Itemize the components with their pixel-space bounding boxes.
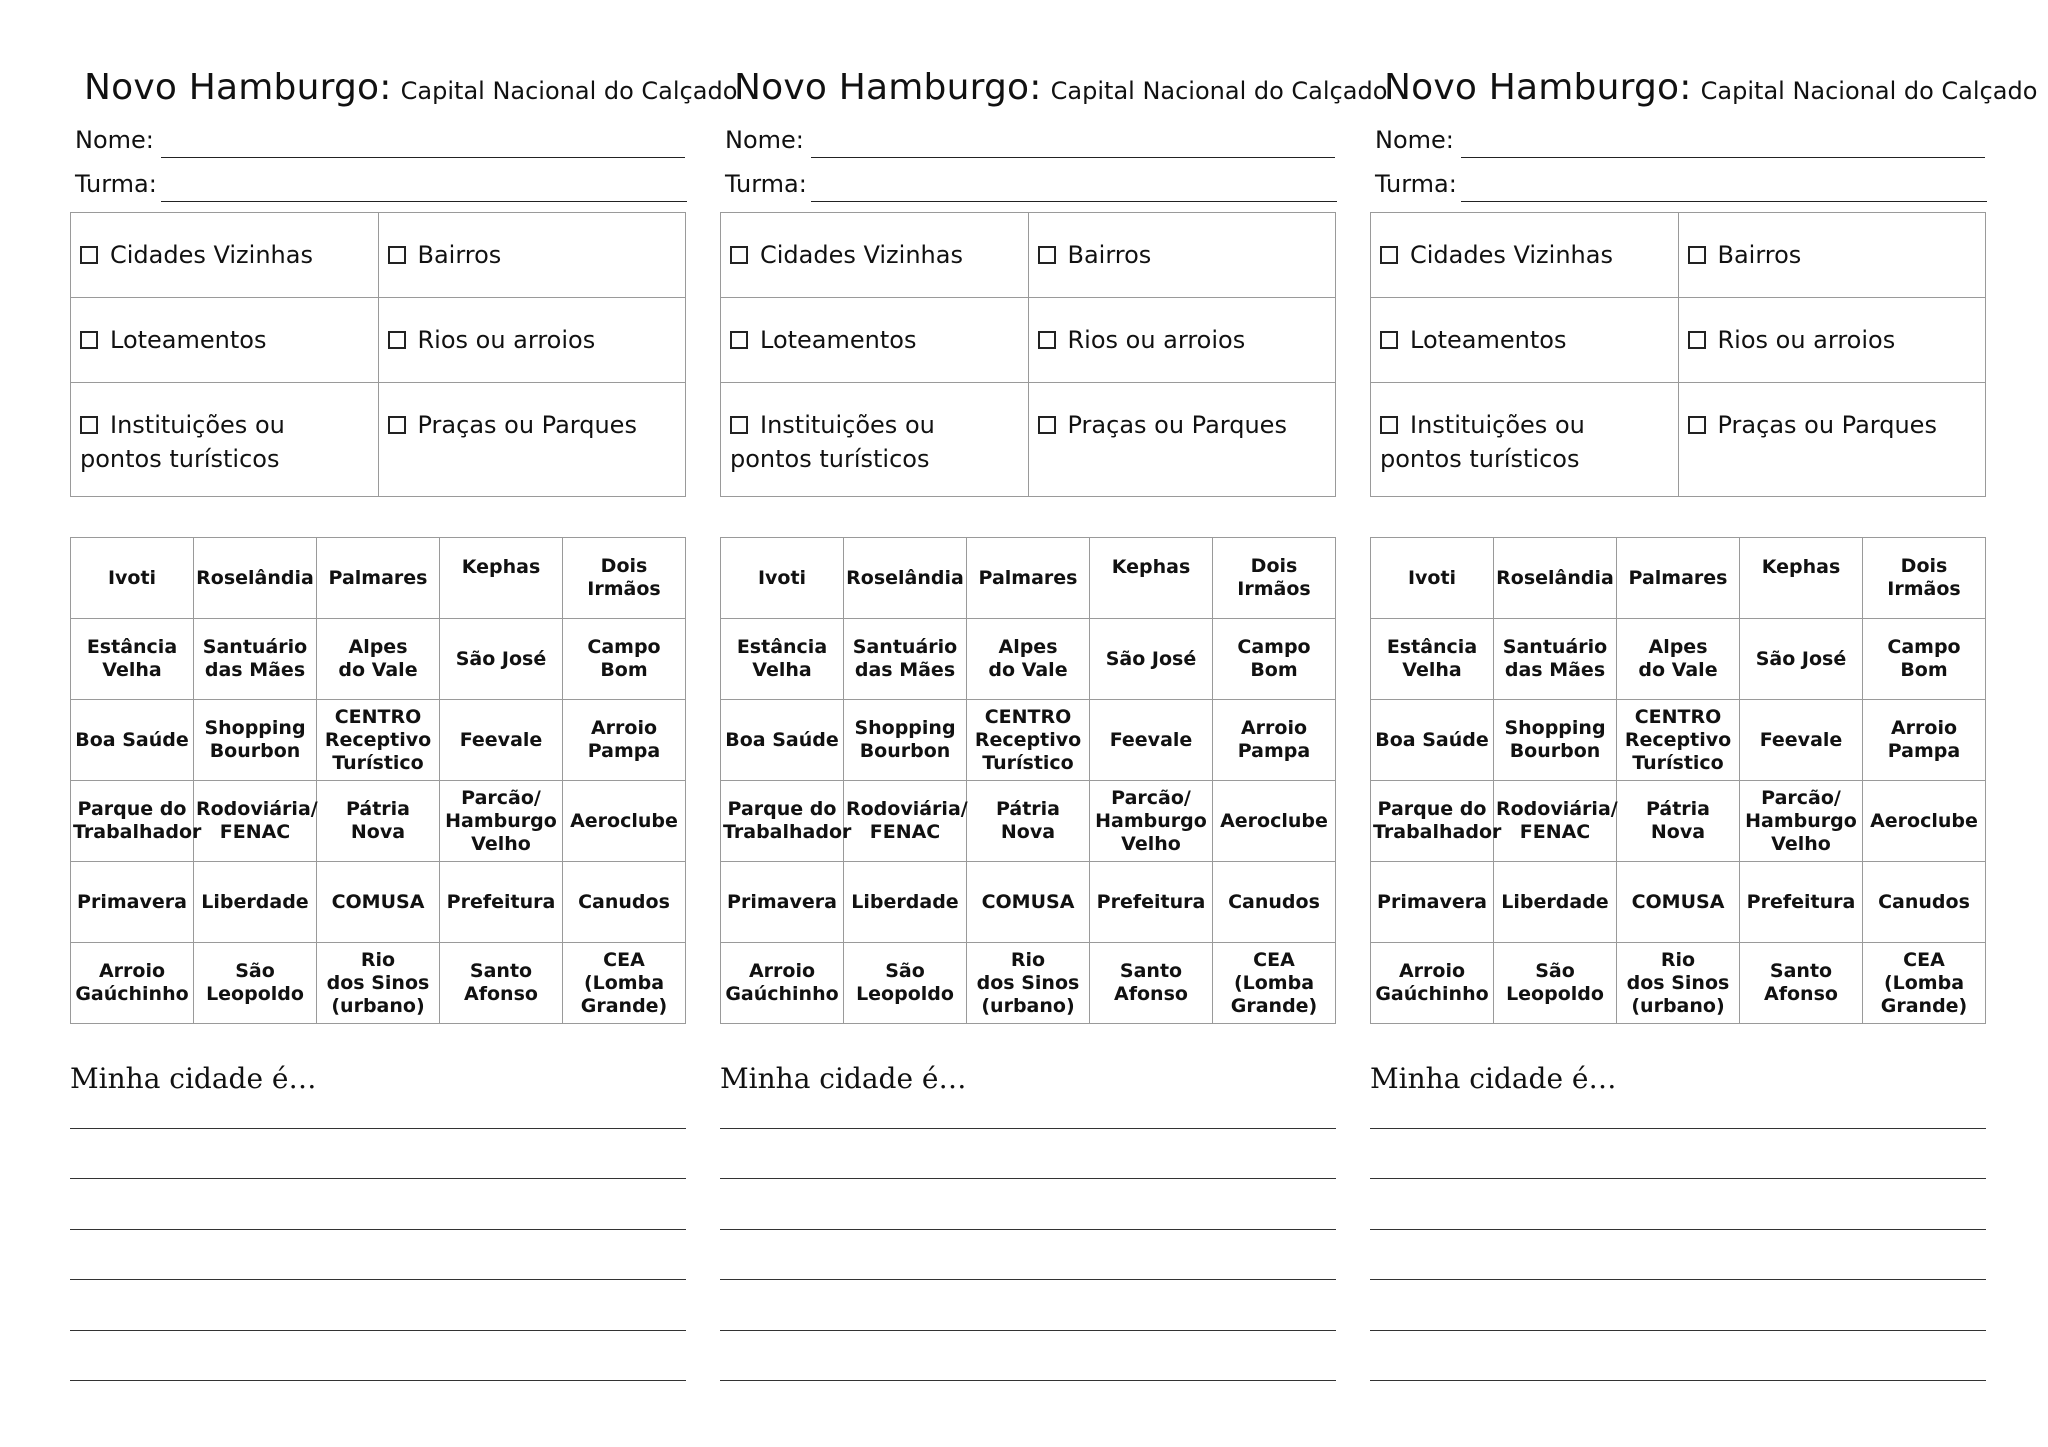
bingo-cell[interactable]: Ivoti (71, 538, 194, 619)
bingo-cell[interactable]: São Leopoldo (844, 943, 967, 1024)
worksheet-2 (719, 0, 1388, 1447)
bingo-cell[interactable]: Pátria Nova (1617, 781, 1740, 862)
bingo-cell[interactable]: Feevale (1740, 700, 1863, 781)
bingo-cell[interactable]: Shopping Bourbon (844, 700, 967, 781)
category-checklist (720, 212, 1336, 497)
category-cell[interactable] (1371, 298, 1679, 383)
category-cell[interactable] (378, 298, 686, 383)
writing-line[interactable] (1370, 1128, 1986, 1129)
writing-line[interactable] (1370, 1380, 1986, 1381)
title-main: Novo Hamburgo: (1384, 67, 1692, 108)
checkbox-icon[interactable] (80, 331, 98, 349)
name-field[interactable] (1375, 128, 1454, 152)
bingo-cell[interactable]: Estância Velha (721, 619, 844, 700)
bingo-cell[interactable]: Kephas (440, 538, 563, 619)
worksheet-title (1384, 67, 2038, 108)
bingo-cell[interactable]: Roselândia (194, 538, 317, 619)
checkbox-icon[interactable] (1688, 246, 1706, 264)
category-cell[interactable] (1028, 298, 1336, 383)
bingo-cell[interactable]: Santuário das Mães (1494, 619, 1617, 700)
bingo-cell[interactable]: Arroio Gaúchinho (71, 943, 194, 1024)
checkbox-icon[interactable] (1038, 246, 1056, 264)
bingo-cell[interactable]: Dois Irmãos (563, 538, 686, 619)
bingo-cell[interactable]: Rio dos Sinos (urbano) (1617, 943, 1740, 1024)
category-label: Rios ou arroios (1717, 326, 1896, 354)
category-cell[interactable] (721, 213, 1029, 298)
checkbox-icon[interactable] (730, 246, 748, 264)
writing-line[interactable] (70, 1128, 686, 1129)
checkbox-icon[interactable] (730, 331, 748, 349)
name-line (1461, 157, 1985, 158)
checkbox-icon[interactable] (1038, 416, 1056, 434)
bingo-cell[interactable]: CEA (Lomba Grande) (563, 943, 686, 1024)
checkbox-icon[interactable] (1688, 331, 1706, 349)
category-label: Bairros (1067, 241, 1152, 269)
writing-line[interactable] (720, 1380, 1336, 1381)
bingo-cell[interactable]: Santo Afonso (440, 943, 563, 1024)
bingo-cell[interactable]: Aeroclube (1213, 781, 1336, 862)
category-label: Rios ou arroios (417, 326, 596, 354)
bingo-cell[interactable]: COMUSA (967, 862, 1090, 943)
bingo-cell[interactable]: Shopping Bourbon (194, 700, 317, 781)
worksheet-title (734, 67, 1388, 108)
category-label: Loteamentos (110, 326, 267, 354)
bingo-cell[interactable]: Parcão/ Hamburgo Velho (1090, 781, 1213, 862)
category-label: Cidades Vizinhas (760, 241, 963, 269)
bingo-cell[interactable]: Aeroclube (1863, 781, 1986, 862)
bingo-cell[interactable]: CEA (Lomba Grande) (1213, 943, 1336, 1024)
bingo-cell[interactable]: São Leopoldo (1494, 943, 1617, 1024)
bingo-cell[interactable]: Alpes do Vale (967, 619, 1090, 700)
writing-line[interactable] (70, 1330, 686, 1331)
bingo-cell[interactable]: São José (1740, 619, 1863, 700)
bingo-cell[interactable]: Feevale (440, 700, 563, 781)
worksheet-title (84, 67, 738, 108)
bingo-cell[interactable]: Arroio Gaúchinho (1371, 943, 1494, 1024)
bingo-cell[interactable]: Arroio Pampa (563, 700, 686, 781)
category-cell[interactable] (1371, 213, 1679, 298)
writing-line[interactable] (720, 1279, 1336, 1280)
bingo-cell[interactable]: Rio dos Sinos (urbano) (967, 943, 1090, 1024)
bingo-cell[interactable]: Liberdade (844, 862, 967, 943)
bingo-cell[interactable]: Santo Afonso (1740, 943, 1863, 1024)
bingo-cell[interactable]: CENTRO Receptivo Turístico (317, 700, 440, 781)
checkbox-icon[interactable] (80, 246, 98, 264)
checkbox-icon[interactable] (388, 331, 406, 349)
bingo-grid (70, 537, 686, 1024)
bingo-cell[interactable]: Estância Velha (71, 619, 194, 700)
bingo-cell[interactable]: Parcão/ Hamburgo Velho (440, 781, 563, 862)
bingo-cell[interactable]: Ivoti (721, 538, 844, 619)
checkbox-icon[interactable] (1038, 331, 1056, 349)
bingo-cell[interactable]: COMUSA (1617, 862, 1740, 943)
bingo-cell[interactable]: Aeroclube (563, 781, 686, 862)
writing-line[interactable] (1370, 1229, 1986, 1230)
title-subtitle: Capital Nacional do Calçado (400, 77, 738, 105)
bingo-cell[interactable]: Primavera (71, 862, 194, 943)
category-label: Instituições ou pontos turísticos (1380, 411, 1585, 473)
class-line (1461, 201, 1987, 202)
class-line (811, 201, 1337, 202)
category-label: Loteamentos (1410, 326, 1567, 354)
writing-prompt: Minha cidade é… (720, 1062, 967, 1095)
class-field[interactable] (725, 172, 807, 196)
category-label: Cidades Vizinhas (110, 241, 313, 269)
bingo-cell[interactable]: Pátria Nova (967, 781, 1090, 862)
worksheet-3 (1369, 0, 2038, 1447)
category-label: Bairros (417, 241, 502, 269)
bingo-cell[interactable]: Kephas (1090, 538, 1213, 619)
writing-prompt: Minha cidade é… (1370, 1062, 1617, 1095)
bingo-cell[interactable]: Palmares (1617, 538, 1740, 619)
bingo-cell[interactable]: CEA (Lomba Grande) (1863, 943, 1986, 1024)
category-cell[interactable] (71, 298, 379, 383)
checkbox-icon[interactable] (1380, 416, 1398, 434)
writing-line[interactable] (70, 1229, 686, 1230)
name-field[interactable] (725, 128, 804, 152)
category-cell[interactable] (378, 383, 686, 497)
class-field[interactable] (1375, 172, 1457, 196)
bingo-cell[interactable]: Feevale (1090, 700, 1213, 781)
writing-line[interactable] (720, 1330, 1336, 1331)
bingo-cell[interactable]: Arroio Gaúchinho (721, 943, 844, 1024)
category-checklist (1370, 212, 1986, 497)
category-cell[interactable] (71, 383, 379, 497)
checkbox-icon[interactable] (80, 416, 98, 434)
category-cell[interactable] (1678, 213, 1986, 298)
writing-line[interactable] (720, 1178, 1336, 1179)
writing-line[interactable] (70, 1380, 686, 1381)
bingo-cell[interactable]: Liberdade (194, 862, 317, 943)
category-cell[interactable] (1678, 298, 1986, 383)
category-cell[interactable] (1678, 383, 1986, 497)
bingo-cell[interactable]: Alpes do Vale (317, 619, 440, 700)
bingo-cell[interactable]: Canudos (1213, 862, 1336, 943)
category-cell[interactable] (1028, 213, 1336, 298)
bingo-cell[interactable]: CENTRO Receptivo Turístico (967, 700, 1090, 781)
category-cell[interactable] (1371, 383, 1679, 497)
writing-line[interactable] (1370, 1279, 1986, 1280)
bingo-cell[interactable]: Santuário das Mães (194, 619, 317, 700)
bingo-cell[interactable]: Pátria Nova (317, 781, 440, 862)
bingo-cell[interactable]: Kephas (1740, 538, 1863, 619)
name-line (161, 157, 685, 158)
name-line (811, 157, 1335, 158)
category-checklist (70, 212, 686, 497)
bingo-cell[interactable]: Campo Bom (563, 619, 686, 700)
class-label: Turma: (1375, 170, 1457, 198)
checkbox-icon[interactable] (388, 246, 406, 264)
bingo-cell[interactable]: Rodoviária/ FENAC (844, 781, 967, 862)
bingo-cell[interactable]: Palmares (317, 538, 440, 619)
worksheet-1 (69, 0, 738, 1447)
bingo-cell[interactable]: Dois Irmãos (1863, 538, 1986, 619)
category-cell[interactable] (721, 383, 1029, 497)
bingo-cell[interactable]: Roselândia (1494, 538, 1617, 619)
bingo-cell[interactable]: Campo Bom (1213, 619, 1336, 700)
category-label: Praças ou Parques (417, 411, 637, 439)
checkbox-icon[interactable] (730, 416, 748, 434)
bingo-cell[interactable]: Estância Velha (1371, 619, 1494, 700)
bingo-cell[interactable]: Rodoviária/ FENAC (1494, 781, 1617, 862)
bingo-cell[interactable]: Campo Bom (1863, 619, 1986, 700)
bingo-cell[interactable]: Boa Saúde (1371, 700, 1494, 781)
bingo-cell[interactable]: COMUSA (317, 862, 440, 943)
checkbox-icon[interactable] (1380, 331, 1398, 349)
bingo-cell[interactable]: Palmares (967, 538, 1090, 619)
bingo-cell[interactable]: Arroio Pampa (1213, 700, 1336, 781)
category-label: Bairros (1717, 241, 1802, 269)
bingo-cell[interactable]: CENTRO Receptivo Turístico (1617, 700, 1740, 781)
bingo-cell[interactable]: Prefeitura (440, 862, 563, 943)
writing-line[interactable] (70, 1178, 686, 1179)
writing-line[interactable] (70, 1279, 686, 1280)
bingo-cell[interactable]: Primavera (1371, 862, 1494, 943)
category-cell[interactable] (378, 213, 686, 298)
bingo-cell[interactable]: Rio dos Sinos (urbano) (317, 943, 440, 1024)
name-label: Nome: (1375, 126, 1454, 154)
class-label: Turma: (75, 170, 157, 198)
writing-prompt: Minha cidade é… (70, 1062, 317, 1095)
writing-line[interactable] (720, 1128, 1336, 1129)
bingo-grid (1370, 537, 1986, 1024)
bingo-cell[interactable]: Boa Saúde (721, 700, 844, 781)
bingo-cell[interactable]: Boa Saúde (71, 700, 194, 781)
bingo-cell[interactable]: Dois Irmãos (1213, 538, 1336, 619)
title-subtitle: Capital Nacional do Calçado (1700, 77, 2038, 105)
title-main: Novo Hamburgo: (84, 67, 392, 108)
category-cell[interactable] (721, 298, 1029, 383)
name-field[interactable] (75, 128, 154, 152)
category-label: Praças ou Parques (1717, 411, 1937, 439)
category-label: Praças ou Parques (1067, 411, 1287, 439)
bingo-cell[interactable]: Prefeitura (1090, 862, 1213, 943)
bingo-cell[interactable]: Rodoviária/ FENAC (194, 781, 317, 862)
title-main: Novo Hamburgo: (734, 67, 1042, 108)
writing-line[interactable] (720, 1229, 1336, 1230)
bingo-cell[interactable]: Primavera (721, 862, 844, 943)
checkbox-icon[interactable] (388, 416, 406, 434)
checkbox-icon[interactable] (1688, 416, 1706, 434)
name-label: Nome: (725, 126, 804, 154)
bingo-cell[interactable]: Parque do Trabalhador (1371, 781, 1494, 862)
bingo-grid (720, 537, 1336, 1024)
bingo-cell[interactable]: Santuário das Mães (844, 619, 967, 700)
category-cell[interactable] (71, 213, 379, 298)
bingo-cell[interactable]: Parque do Trabalhador (721, 781, 844, 862)
bingo-cell[interactable]: Ivoti (1371, 538, 1494, 619)
class-label: Turma: (725, 170, 807, 198)
class-line (161, 201, 687, 202)
bingo-cell[interactable]: São José (440, 619, 563, 700)
writing-line[interactable] (1370, 1330, 1986, 1331)
bingo-cell[interactable]: Canudos (1863, 862, 1986, 943)
bingo-cell[interactable]: Parcão/ Hamburgo Velho (1740, 781, 1863, 862)
category-label: Rios ou arroios (1067, 326, 1246, 354)
category-label: Loteamentos (760, 326, 917, 354)
bingo-cell[interactable]: São José (1090, 619, 1213, 700)
bingo-cell[interactable]: Shopping Bourbon (1494, 700, 1617, 781)
title-subtitle: Capital Nacional do Calçado (1050, 77, 1388, 105)
bingo-cell[interactable]: Liberdade (1494, 862, 1617, 943)
bingo-cell[interactable]: São Leopoldo (194, 943, 317, 1024)
bingo-cell[interactable]: Santo Afonso (1090, 943, 1213, 1024)
bingo-cell[interactable]: Arroio Pampa (1863, 700, 1986, 781)
name-label: Nome: (75, 126, 154, 154)
checkbox-icon[interactable] (1380, 246, 1398, 264)
writing-line[interactable] (1370, 1178, 1986, 1179)
bingo-cell[interactable]: Roselândia (844, 538, 967, 619)
bingo-cell[interactable]: Alpes do Vale (1617, 619, 1740, 700)
bingo-cell[interactable]: Canudos (563, 862, 686, 943)
bingo-cell[interactable]: Prefeitura (1740, 862, 1863, 943)
category-label: Instituições ou pontos turísticos (80, 411, 285, 473)
bingo-cell[interactable]: Parque do Trabalhador (71, 781, 194, 862)
class-field[interactable] (75, 172, 157, 196)
category-label: Cidades Vizinhas (1410, 241, 1613, 269)
category-label: Instituições ou pontos turísticos (730, 411, 935, 473)
category-cell[interactable] (1028, 383, 1336, 497)
